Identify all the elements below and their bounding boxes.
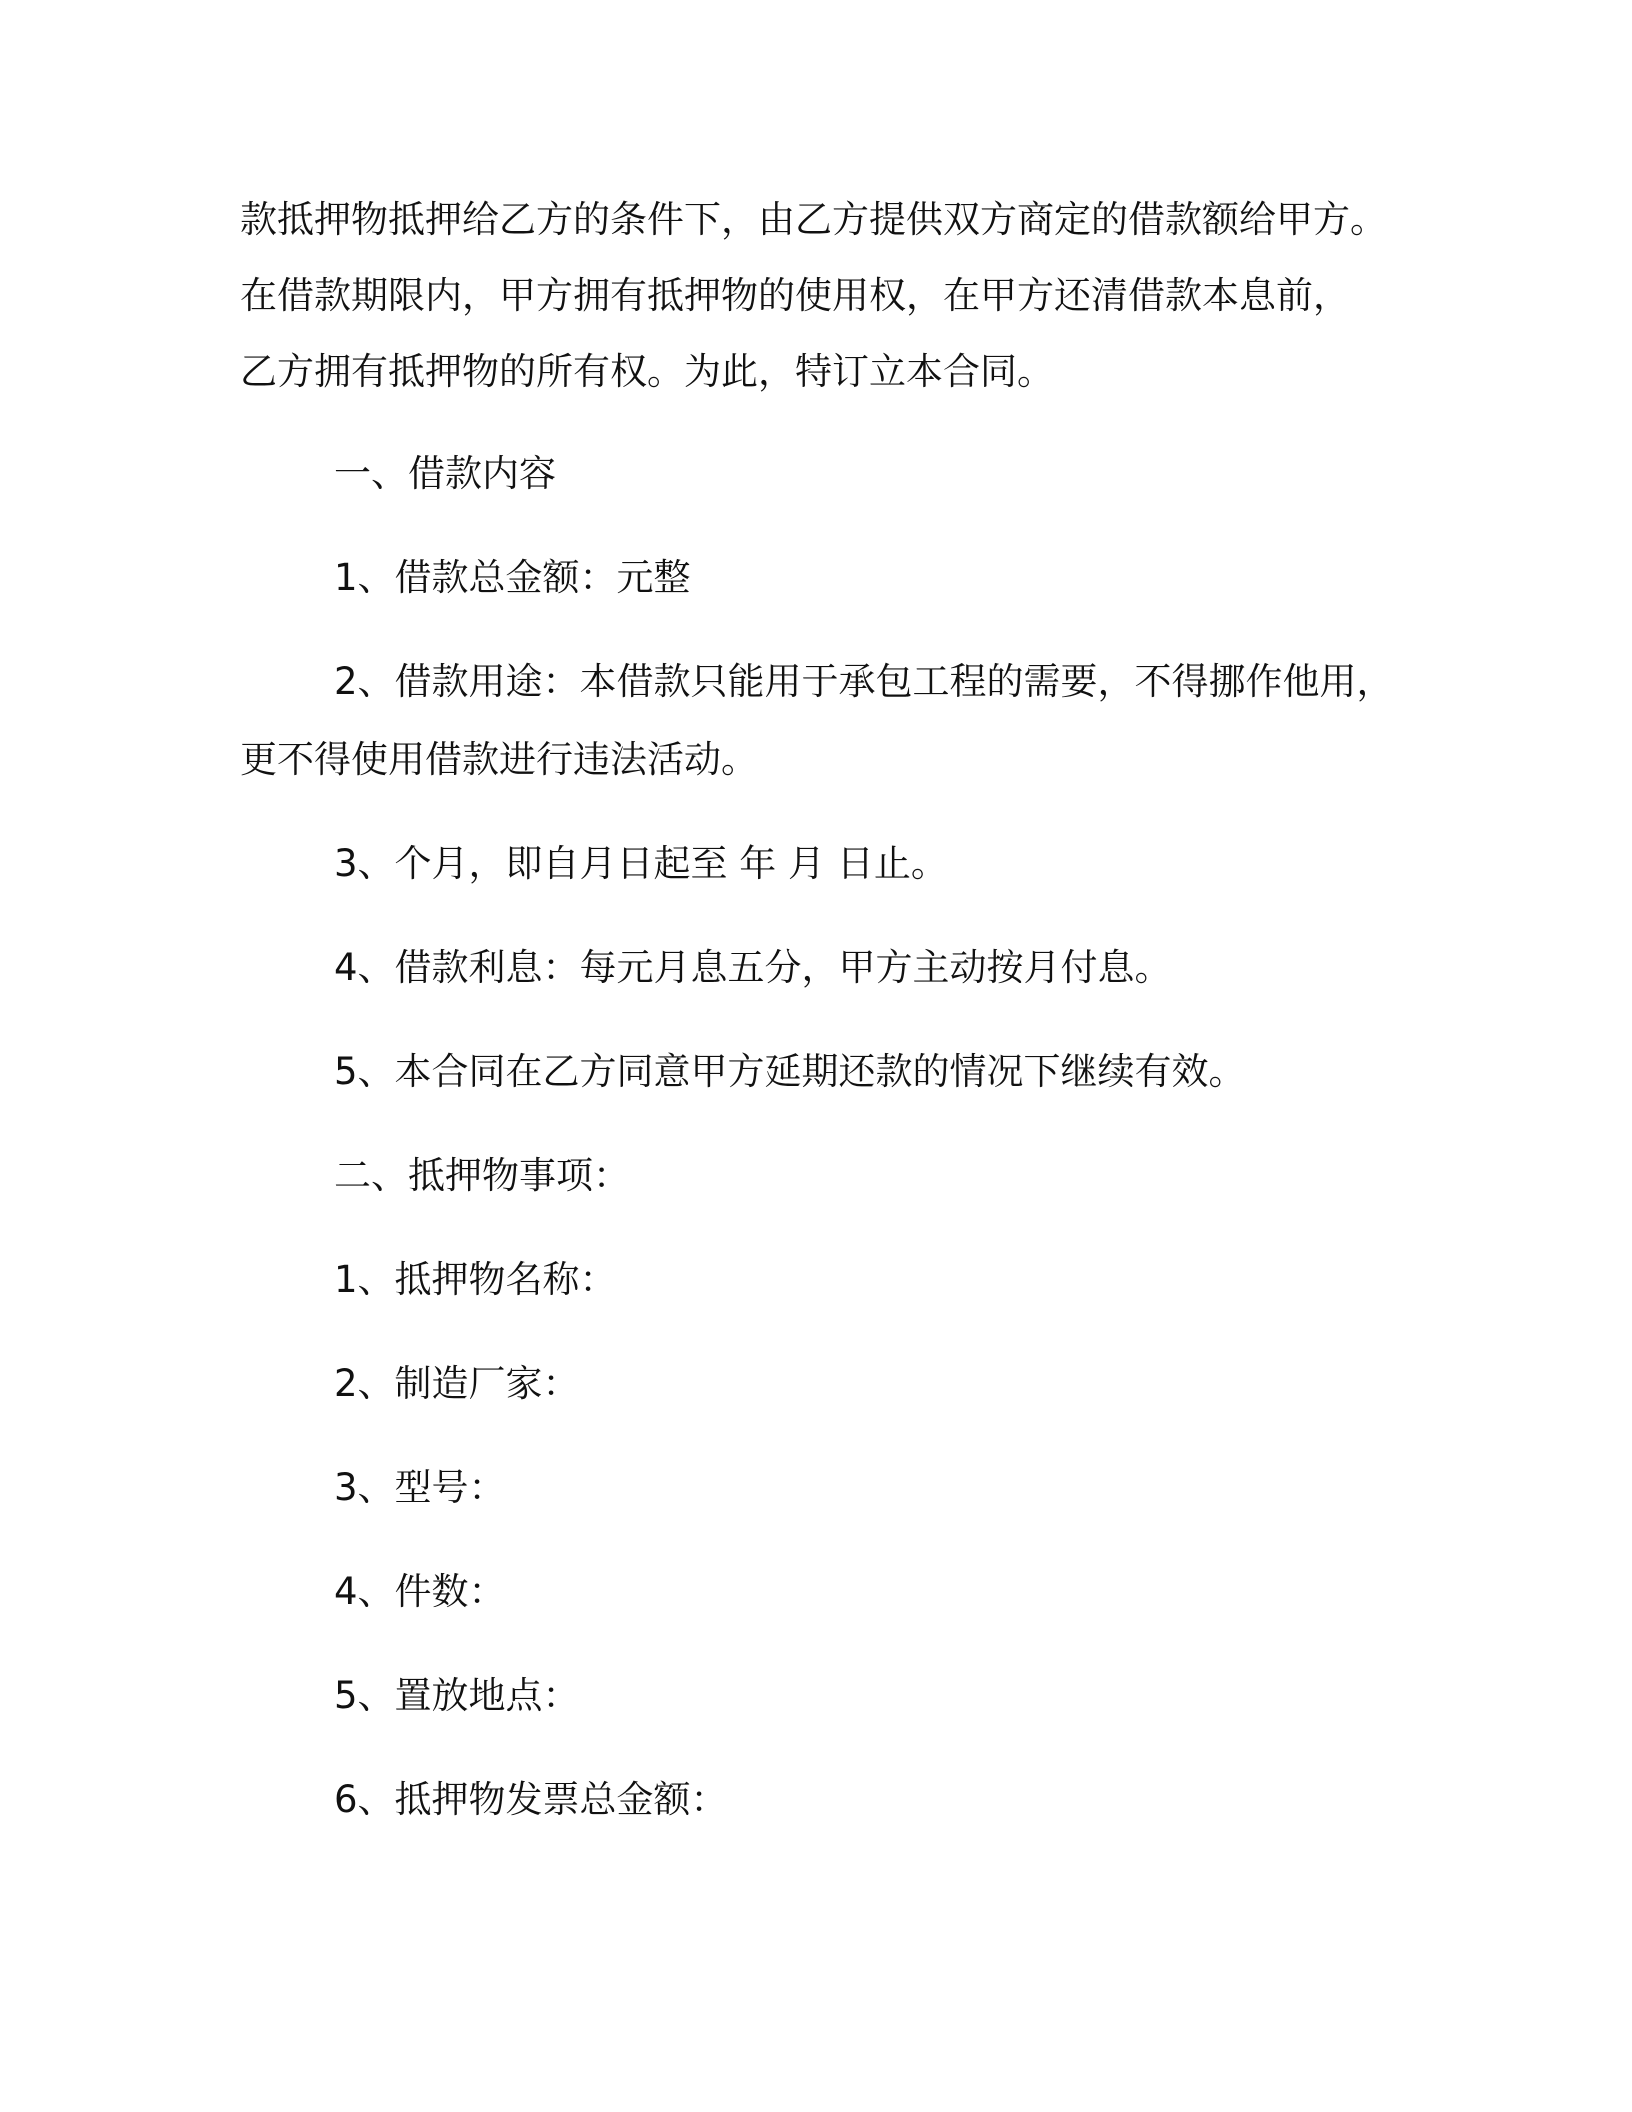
intro-line-2: 在借款期限内，甲方拥有抵押物的使用权，在甲方还清借款本息前，: [240, 274, 1350, 317]
section-1-heading: 一、借款内容: [334, 452, 556, 495]
loan-item-4: 4、借款利息：每元月息五分，甲方主动按月付息。: [334, 946, 1172, 989]
loan-item-1: 1、借款总金额：元整: [334, 556, 691, 599]
loan-item-2-continued: 更不得使用借款进行违法活动。: [240, 738, 758, 781]
loan-item-3: 3、个月，即自月日起至 年 月 日止。: [334, 842, 948, 885]
collateral-item-6: 6、抵押物发票总金额：: [334, 1778, 728, 1821]
intro-line-3: 乙方拥有抵押物的所有权。为此，特订立本合同。: [240, 350, 1054, 393]
loan-item-5: 5、本合同在乙方同意甲方延期还款的情况下继续有效。: [334, 1050, 1246, 1093]
loan-item-2: 2、借款用途：本借款只能用于承包工程的需要，不得挪作他用，: [334, 660, 1394, 703]
collateral-item-2: 2、制造厂家：: [334, 1362, 580, 1405]
intro-line-1: 款抵押物抵押给乙方的条件下，由乙方提供双方商定的借款额给甲方。: [240, 198, 1387, 241]
section-2-heading: 二、抵押物事项：: [334, 1154, 630, 1197]
collateral-item-5: 5、置放地点：: [334, 1674, 580, 1717]
collateral-item-1: 1、抵押物名称：: [334, 1258, 617, 1301]
collateral-item-4: 4、件数：: [334, 1570, 506, 1613]
collateral-item-3: 3、型号：: [334, 1466, 506, 1509]
